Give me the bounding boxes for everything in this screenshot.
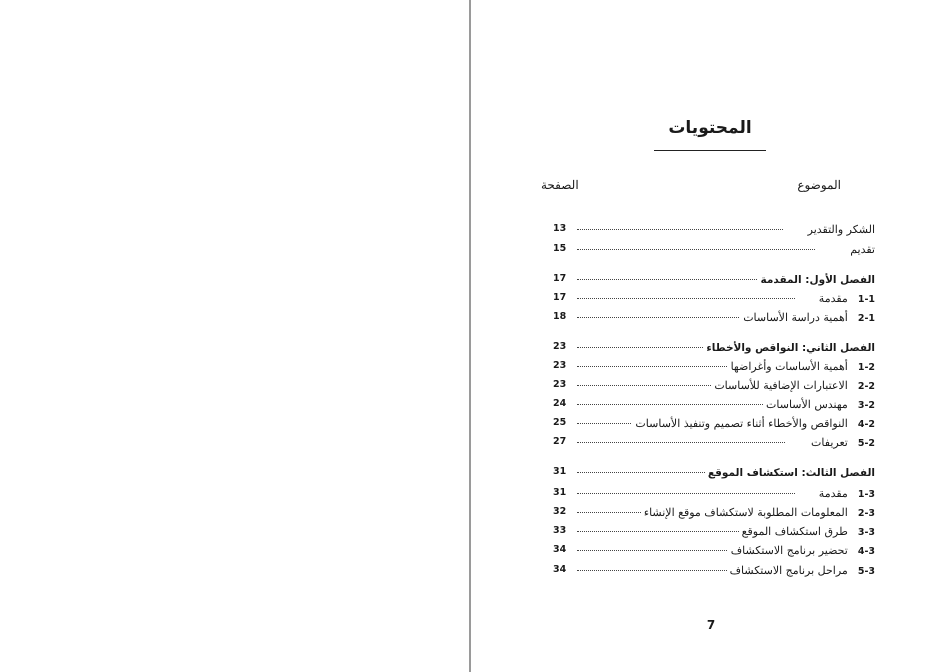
toc-entry-text: أهمية دراسة الأساسات: [743, 311, 848, 324]
toc-entry-text: تحضير برنامج الاستكشاف: [730, 544, 848, 557]
toc-section-number: 4-3: [857, 546, 875, 557]
toc-entry[interactable]: [553, 290, 875, 308]
toc-entry-label: [703, 339, 875, 357]
toc-page-number: 13: [553, 223, 567, 234]
toc-page-number: 17: [553, 273, 567, 284]
toc-entry[interactable]: [553, 241, 875, 259]
toc-leader-dots: [577, 404, 767, 405]
toc-page-number: 33: [553, 525, 567, 536]
toc-entry-label: [727, 562, 875, 581]
toc-entry-label: [728, 542, 875, 561]
toc-entry[interactable]: [553, 415, 875, 433]
toc-leader-dots: [577, 298, 795, 299]
toc-entry[interactable]: [553, 485, 875, 503]
page-number-folio: 7: [706, 618, 716, 632]
toc-entry[interactable]: [553, 562, 875, 580]
toc-entry-text: مهندس الأساسات: [766, 398, 848, 411]
toc-page-number: 27: [553, 436, 567, 447]
toc-entry-label: [739, 523, 875, 542]
toc-entry-label: [763, 396, 875, 415]
toc-entry-text: مراحل برنامج الاستكشاف: [729, 564, 848, 577]
toc-page-number: 18: [553, 311, 567, 322]
toc-page-number: 32: [553, 506, 567, 517]
toc-section-number: 4-2: [857, 419, 875, 430]
toc-entry-text: أهمية الأساسات وأغراضها: [730, 360, 848, 373]
toc-entry-label: [711, 377, 875, 396]
toc-leader-dots: [577, 229, 783, 230]
toc-entry-label: [632, 415, 875, 434]
toc-page-number: 23: [553, 360, 567, 371]
page-title: المحتويات: [668, 118, 752, 138]
toc-page-number: 25: [553, 417, 567, 428]
toc-entry-label: [847, 241, 875, 259]
toc-entry-text: مقدمة: [818, 292, 848, 305]
toc-entry-label: [728, 358, 875, 377]
toc-entry-text: الفصل الثاني: النواقص والأخطاء: [706, 342, 875, 354]
toc-section-number: 5-2: [857, 438, 875, 449]
toc-page-number: 24: [553, 398, 567, 409]
toc-entry[interactable]: [553, 434, 875, 452]
toc-entry-label: [816, 485, 875, 504]
toc-entry[interactable]: [553, 504, 875, 522]
table-of-contents: [471, 0, 950, 672]
toc-entry-text: طرق استكشاف الموقع: [741, 525, 848, 538]
toc-page-number: 34: [553, 564, 567, 575]
toc-page-number: 17: [553, 292, 567, 303]
toc-entry-text: تعريفات: [811, 436, 848, 449]
toc-page-number: 34: [553, 544, 567, 555]
toc-section-number: 5-3: [857, 566, 875, 577]
toc-section-number: 2-3: [857, 508, 875, 519]
toc-leader-dots: [577, 570, 733, 571]
toc-entry-label: [816, 290, 875, 309]
toc-section-number: 2-2: [857, 381, 875, 392]
toc-chapter-entry[interactable]: [553, 339, 875, 357]
toc-entry-text: الفصل الأول: المقدمة: [760, 274, 875, 286]
toc-leader-dots: [577, 531, 753, 532]
toc-page-number: 31: [553, 487, 567, 498]
toc-leader-dots: [577, 249, 815, 250]
toc-entry-label: [641, 504, 875, 523]
toc-section-number: 1-2: [857, 362, 875, 373]
toc-page-number: 31: [553, 466, 567, 477]
toc-entry-text: النواقص والأخطاء أثناء تصميم وتنفيذ الأساسات: [635, 417, 848, 430]
toc-entry-text: الاعتبارات الإضافية للأساسات: [714, 379, 848, 392]
toc-entry-text: مقدمة: [818, 487, 848, 500]
toc-entry-text: تقديم: [850, 243, 875, 256]
toc-entry-label: [758, 271, 875, 289]
column-header-page: الصفحة: [541, 178, 579, 192]
toc-section-number: 2-1: [857, 313, 875, 324]
right-page: [471, 0, 950, 672]
toc-section-number: 3-3: [857, 527, 875, 538]
toc-entry-label: [808, 434, 875, 453]
toc-entry[interactable]: [553, 309, 875, 327]
toc-entry-label: [705, 464, 875, 482]
toc-section-number: 3-2: [857, 400, 875, 411]
toc-chapter-entry[interactable]: [553, 271, 875, 289]
left-page-blank: [0, 0, 469, 672]
toc-entry-text: الفصل الثالث: استكشاف الموقع: [707, 467, 875, 479]
toc-entry[interactable]: [553, 221, 875, 239]
toc-leader-dots: [577, 366, 727, 367]
toc-page-number: 15: [553, 243, 567, 254]
toc-section-number: 1-3: [857, 489, 875, 500]
toc-entry-label: [740, 309, 875, 328]
toc-leader-dots: [577, 279, 775, 280]
toc-leader-dots: [577, 317, 755, 318]
toc-leader-dots: [577, 385, 725, 386]
toc-entry[interactable]: [553, 358, 875, 376]
toc-leader-dots: [577, 493, 795, 494]
toc-entry[interactable]: [553, 396, 875, 414]
toc-section-number: 1-1: [857, 294, 875, 305]
toc-chapter-entry[interactable]: [553, 464, 875, 482]
toc-entry-label: [805, 221, 875, 239]
column-header-subject: الموضوع: [797, 178, 841, 192]
toc-leader-dots: [577, 442, 785, 443]
toc-entry-text: المعلومات المطلوبة لاستكشاف موقع الإنشاء: [643, 506, 848, 519]
toc-page-number: 23: [553, 341, 567, 352]
toc-entry[interactable]: [553, 523, 875, 541]
toc-leader-dots: [577, 550, 737, 551]
toc-entry[interactable]: [553, 377, 875, 395]
toc-entry[interactable]: [553, 542, 875, 560]
toc-entry-text: الشكر والتقدير: [807, 223, 875, 236]
toc-page-number: 23: [553, 379, 567, 390]
